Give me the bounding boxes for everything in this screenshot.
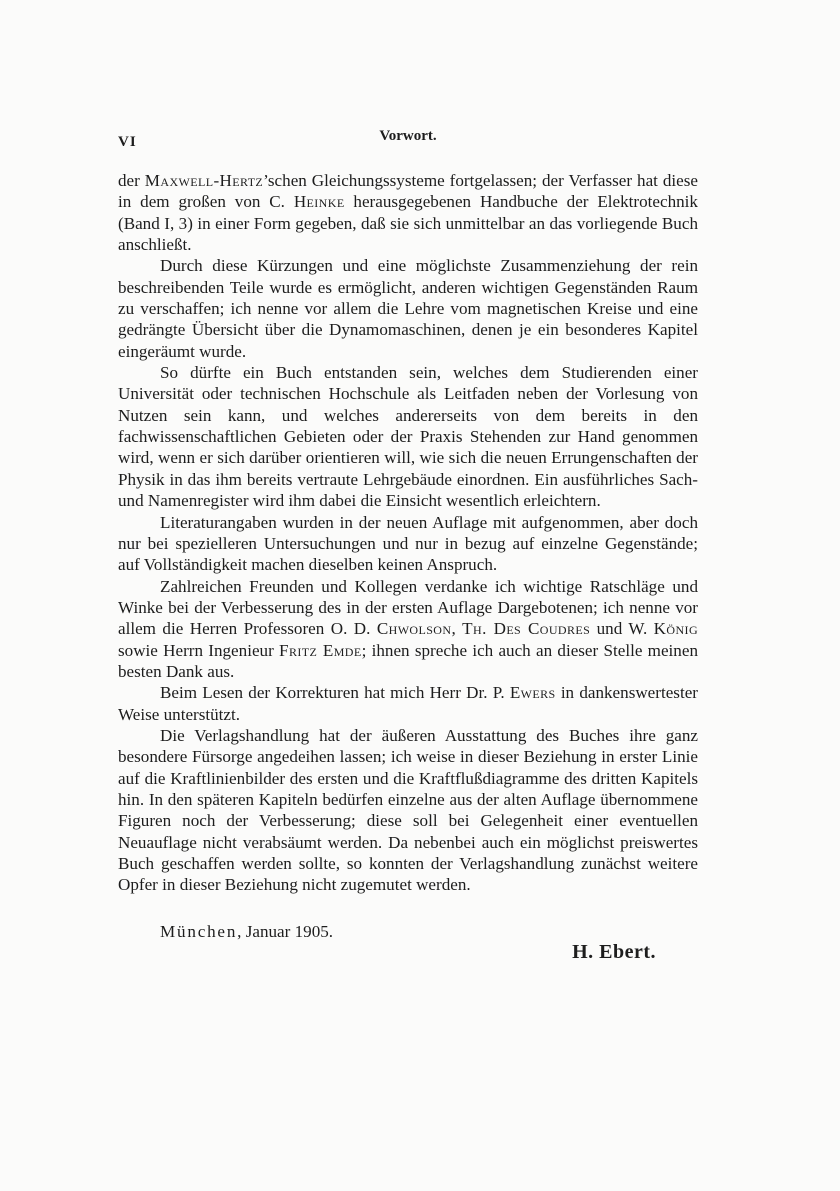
text-run: So dürfte ein Buch entstanden sein, welches dem Studierenden einer Universität oder technischen Hochschule als Leitfaden neben der Vorlesung von Nutzen sein kann, und welches andererseits von dem bereits in den fachwissenschaftlichen Gebieten oder der Praxis Stehenden zur Hand genommen wird, wenn er sich darüber orientieren will, wie sich die neuen Errungenschaften der Physik in das ihm bereits vertraute Lehrgebäude einordnen. Ein ausführliches Sach- und Namenregister wird ihm dabei die Einsicht wesentlich erleichtern.: [118, 363, 698, 511]
text-run: ’schen Gleichungssysteme fortgelassen; der Verfasser hat diese in dem großen von C.: [118, 171, 698, 212]
text-run: Die Verlagshandlung hat der äußeren Ausstattung des Buches ihre ganz besondere Fürsorge angedeihen lassen; ich weise in dieser Beziehung in erster Linie auf die Kraftlinienbilder des ersten und die Kraftflußdiagramme des dritten Kapitels hin. In den späteren Kapiteln bedürfen einzelne aus der alten Auflage übernommene Figuren noch der Verbesserung; diese soll bei Gelegenheit einer eventuellen Neuauflage nicht verabsäumt werden. Da nebenbei auch ein möglichst preiswertes Buch geschaffen werden sollte, so konnten der Verlagshandlung zunächst weitere Opfer in dieser Beziehung nicht zugemutet werden.: [118, 725, 698, 895]
paragraph: [118, 170, 698, 255]
text-run: ,: [451, 619, 463, 639]
person-name: Th. Des Coudres: [462, 619, 591, 639]
paragraph: [118, 576, 698, 683]
text-run: sowie Herrn Ingenieur: [118, 640, 280, 660]
closing-block: [118, 921, 698, 973]
person-name: Maxwell-Hertz: [144, 171, 264, 190]
person-name: Heinke: [293, 192, 345, 212]
text-run: herausgegebenen Handbuche der Elektrotechnik (Band I, 3) in einer Form gegeben, daß sie sich unmittelbar an das vorliegende Buch anschließt.: [118, 192, 698, 255]
place-date: [160, 921, 333, 942]
page-number: VI: [118, 134, 137, 150]
text-run: in dankenswertester Weise unterstützt.: [118, 683, 698, 724]
text-run: Beim Lesen der Korrekturen hat mich Herr Dr. P.: [160, 683, 510, 703]
paragraph: [118, 512, 698, 576]
person-name: Fritz Emde: [279, 640, 362, 660]
page-content: [118, 126, 698, 973]
text-run: und W.: [590, 619, 654, 639]
person-name: Ewers: [509, 683, 556, 703]
text-run: Zahlreichen Freunden und Kollegen verdanke ich wichtige Ratschläge und Winke bei der Verbesserung des in der ersten Auflage Dargebotenen; ich nenne vor allem die Herren Professoren O. D.: [118, 576, 698, 639]
text-run: ; ihnen spreche ich auch an dieser Stelle meinen besten Dank aus.: [118, 640, 698, 681]
page-header: [118, 126, 698, 148]
paragraph: [118, 682, 698, 725]
person-name: Chwolson: [376, 619, 452, 639]
preface-body: [118, 170, 698, 896]
text-run: der: [118, 171, 145, 190]
place: München: [160, 921, 238, 941]
person-name: König: [653, 619, 699, 639]
date: , Januar 1905.: [237, 921, 334, 941]
author-signature: H. Ebert.: [572, 940, 656, 963]
text-run: Durch diese Kürzungen und eine möglichste Zusammenziehung der rein beschreibenden Teile wurde es ermöglicht, anderen wichtigen Gegenständen Raum zu verschaffen; ich nenne vor allem die Lehre vom magnetischen Kreise und eine gedrängte Übersicht über die Dynamomaschinen, denen je ein besonderes Kapitel eingeräumt wurde.: [118, 256, 698, 361]
paragraph: [118, 725, 698, 896]
paragraph: [118, 362, 698, 511]
paragraph: [118, 255, 698, 362]
running-title: Vorwort.: [379, 128, 437, 144]
text-run: Literaturangaben wurden in der neuen Auflage mit aufgenommen, aber doch nur bei spezielleren Untersuchungen und nur in bezug auf einzelne Gegenstände; auf Vollständigkeit machen dieselben keinen Anspruch.: [118, 512, 698, 575]
